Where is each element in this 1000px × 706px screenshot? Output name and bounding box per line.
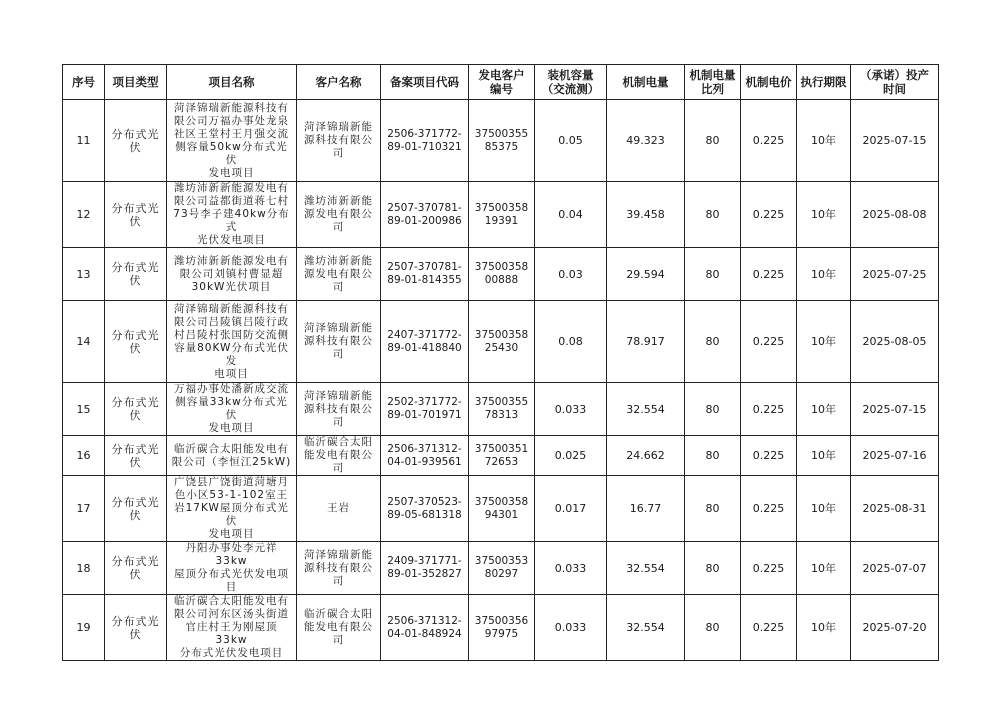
cell-gen-customer-no [469,476,535,542]
cell-mech-power: 32.554 [607,595,685,661]
cell-project-type [105,542,167,595]
cell-customer-line: 临沂碳合太阳 [304,436,373,448]
cell-mech-power: 49.323 [607,100,685,182]
header-commission-time-line1: （承诺）投产 [860,68,929,82]
cell-filing-code-line: 89-01-352827 [387,568,462,580]
cell-commission-time: 2025-07-25 [851,248,939,301]
cell-project-name-line: 丹阳办事处李元祥33kw [185,542,278,567]
cell-project-name [167,301,297,383]
cell-project-name-line: 临沂碳合太阳能发电有 [174,595,289,607]
cell-project-name-line: 岩17KW屋顶分布式光伏 [174,502,289,527]
cell-project-name-line: 菏泽锦瑞新能源科技有 [174,302,289,315]
cell-gen-customer-no-line: 72653 [484,455,519,468]
table-body [63,100,939,661]
cell-mech-ratio: 80 [685,436,741,476]
header-gen-customer-no-line1: 发电客户 [478,68,525,82]
cell-seq: 14 [63,301,105,383]
table-row [63,476,939,542]
cell-project-name-line: 限公司河东区汤头街道 [174,608,289,620]
cell-mech-price: 0.225 [741,100,797,182]
cell-commission-time: 2025-07-07 [851,542,939,595]
table-row [63,100,939,182]
cell-project-name-line: 光伏发电项目 [197,234,266,246]
cell-gen-customer-no-line: 00888 [484,274,519,286]
cell-capacity: 0.017 [535,476,607,542]
cell-project-name-line: 发电项目 [208,528,255,540]
cell-mech-price: 0.225 [741,476,797,542]
header-customer: 客户名称 [297,65,381,100]
cell-filing-code-line: 89-05-681318 [387,508,462,521]
cell-period: 10年 [797,301,851,383]
header-capacity [535,65,607,100]
cell-customer-line: 司 [332,280,345,293]
cell-seq: 13 [63,248,105,301]
table-row [63,182,939,248]
header-capacity-line2: （交流测） [541,82,600,96]
cell-filing-code [381,436,469,476]
cell-gen-customer-no [469,595,535,661]
cell-customer [297,542,381,595]
header-type: 项目类型 [105,65,167,100]
cell-filing-code-line: 04-01-939561 [387,455,462,468]
cell-filing-code-line: 89-01-701971 [387,409,462,421]
cell-gen-customer-no-line: 25430 [484,341,519,354]
cell-filing-code-line: 2507-370781- [387,261,462,273]
cell-customer-line: 源科技有限公司 [304,134,373,159]
cell-filing-code-line: 2507-370523- [387,495,462,508]
cell-customer-line: 菏泽锦瑞新能 [304,389,373,402]
cell-filing-code-line: 2502-371772- [387,396,462,408]
cell-mech-price: 0.225 [741,248,797,301]
cell-project-name-line: 临沂碳合太阳能发电有 [174,442,289,455]
cell-mech-ratio: 80 [685,476,741,542]
cell-filing-code [381,542,469,595]
cell-gen-customer-no-line: 97975 [484,627,519,640]
cell-filing-code [381,100,469,182]
cell-project-name-line: 限公司吕陵镇吕陵行政 [174,315,289,328]
cell-seq: 19 [63,595,105,661]
header-gen-customer-no [469,65,535,100]
header-seq: 序号 [63,65,105,100]
cell-project-type-line: 伏 [129,455,142,469]
cell-gen-customer-no-line: 80297 [484,568,519,580]
cell-customer-line: 源科技有限公 [304,402,373,415]
cell-gen-customer-no-line: 78313 [484,409,519,421]
table-row [63,248,939,301]
cell-project-type-line: 分布式光 [111,396,160,409]
cell-period: 10年 [797,182,851,248]
cell-gen-customer-no-line: 37500355 [474,127,529,140]
cell-project-name-line: 万福办事处潘新成交流 [174,383,289,395]
cell-filing-code-line: 04-01-848924 [387,627,462,640]
cell-gen-customer-no-line: 85375 [484,140,519,153]
cell-capacity: 0.033 [535,542,607,595]
cell-gen-customer-no-line: 37500353 [474,555,529,567]
table-row [63,383,939,436]
cell-customer-line: 源科技有限公司 [304,335,373,360]
cell-filing-code [381,476,469,542]
cell-capacity: 0.025 [535,436,607,476]
cell-project-name-line: 侧容量33kw分布式光伏 [175,396,288,421]
cell-mech-price: 0.225 [741,182,797,248]
cell-project-name-line: 潍坊沛新新能源发电有 [174,182,289,194]
cell-period: 10年 [797,383,851,436]
cell-gen-customer-no [469,301,535,383]
cell-project-name-line: 限公司益都街道蒋七村 [174,195,289,207]
cell-customer-line: 能发电有限公 [304,621,373,633]
cell-gen-customer-no [469,248,535,301]
cell-seq: 11 [63,100,105,182]
cell-project-type [105,248,167,301]
cell-customer-line: 源发电有限公 [304,208,373,220]
project-table [62,64,939,661]
cell-filing-code-line: 89-01-200986 [387,214,462,227]
header-name: 项目名称 [167,65,297,100]
cell-project-name [167,100,297,182]
cell-customer-line: 王岩 [327,502,350,514]
header-mech-price: 机制电价 [741,65,797,100]
cell-project-type-line: 伏 [129,140,142,154]
cell-mech-power: 29.594 [607,248,685,301]
cell-filing-code [381,301,469,383]
cell-project-type-line: 分布式光 [111,442,160,456]
cell-filing-code-line: 2409-371771- [387,555,462,567]
cell-gen-customer-no-line: 19391 [484,214,519,227]
cell-mech-power: 39.458 [607,182,685,248]
cell-project-type-line: 分布式光 [111,614,160,628]
cell-commission-time: 2025-07-15 [851,100,939,182]
table-header [63,65,939,100]
header-filing-code: 备案项目代码 [381,65,469,100]
cell-capacity: 0.03 [535,248,607,301]
cell-gen-customer-no-line: 37500358 [474,261,529,273]
cell-project-name-line: 分布式光伏发电项目 [179,647,284,659]
cell-project-type-line: 分布式光 [111,555,160,568]
cell-project-type-line: 伏 [129,508,142,522]
cell-gen-customer-no-line: 37500358 [474,201,529,214]
cell-seq: 17 [63,476,105,542]
cell-seq: 15 [63,383,105,436]
cell-mech-ratio: 80 [685,383,741,436]
table-row [63,436,939,476]
cell-gen-customer-no-line: 37500358 [474,495,529,508]
header-mech-ratio-line1: 机制电量 [689,68,736,82]
cell-mech-ratio: 80 [685,542,741,595]
cell-mech-power: 32.554 [607,383,685,436]
cell-project-name-line: 屋顶分布式光伏发电项目 [174,568,289,593]
cell-period: 10年 [797,542,851,595]
cell-project-type-line: 伏 [129,214,142,228]
cell-commission-time: 2025-07-20 [851,595,939,661]
cell-commission-time: 2025-08-31 [851,476,939,542]
header-capacity-line1: 装机容量 [547,68,594,82]
cell-customer [297,301,381,383]
header-gen-customer-no-line2: 编号 [490,82,513,96]
cell-mech-ratio: 80 [685,100,741,182]
cell-seq: 16 [63,436,105,476]
cell-customer-line: 菏泽锦瑞新能 [304,121,373,133]
header-period: 执行期限 [797,65,851,100]
cell-project-name-line: 官庄村王为刚屋顶33kw [185,621,278,646]
cell-gen-customer-no [469,383,535,436]
cell-project-type-line: 分布式光 [111,328,160,342]
cell-capacity: 0.05 [535,100,607,182]
header-mech-ratio [685,65,741,100]
cell-mech-power: 16.77 [607,476,685,542]
cell-project-name-line: 限公司刘镇村曹显超 [179,267,284,280]
cell-filing-code [381,383,469,436]
cell-customer-line: 菏泽锦瑞新能 [304,322,373,334]
cell-project-name-line: 色小区53-1-102室王 [174,489,289,501]
cell-project-name [167,248,297,301]
cell-project-name-line: 容量80KW分布式光伏发 [174,341,289,367]
cell-period: 10年 [797,100,851,182]
cell-customer [297,182,381,248]
cell-mech-power: 24.662 [607,436,685,476]
cell-filing-code-line: 89-01-710321 [387,140,462,153]
cell-project-type [105,301,167,383]
cell-project-type-line: 伏 [129,627,142,641]
cell-project-type [105,436,167,476]
cell-project-type-line: 分布式光 [111,495,160,509]
cell-project-name [167,383,297,436]
cell-project-name-line: 村吕陵村张国防交流侧 [174,328,289,341]
cell-gen-customer-no [469,542,535,595]
header-mech-ratio-line2: 比列 [701,82,724,96]
cell-project-type-line: 分布式光 [111,261,160,274]
cell-capacity: 0.033 [535,383,607,436]
cell-project-name-line: 73号李子建40kw分布式 [173,208,290,233]
cell-project-type-line: 伏 [129,341,142,355]
cell-capacity: 0.04 [535,182,607,248]
cell-project-type-line: 伏 [129,568,142,581]
cell-filing-code-line: 2506-371772- [387,127,462,140]
cell-commission-time: 2025-08-08 [851,182,939,248]
cell-period: 10年 [797,476,851,542]
cell-filing-code-line: 89-01-814355 [387,274,462,286]
cell-mech-ratio: 80 [685,248,741,301]
cell-project-type [105,595,167,661]
cell-mech-power: 78.917 [607,301,685,383]
cell-customer [297,595,381,661]
cell-filing-code-line: 89-01-418840 [387,341,462,354]
cell-filing-code-line: 2507-370781- [387,201,462,214]
cell-project-name [167,542,297,595]
cell-project-name-line: 限公司（李恒江25kW) [171,455,292,468]
cell-project-type [105,100,167,182]
cell-gen-customer-no-line: 37500351 [474,442,529,455]
header-row [63,65,939,100]
cell-capacity: 0.033 [535,595,607,661]
cell-project-name-line: 发电项目 [208,166,255,179]
cell-project-name-line: 社区王堂村王月强交流 [174,127,289,140]
cell-mech-ratio: 80 [685,595,741,661]
cell-project-type-line: 伏 [129,409,142,422]
cell-project-name-line: 广饶县广饶街道菏塘月 [174,476,289,488]
cell-project-name-line: 菏泽锦瑞新能源科技有 [174,101,289,114]
cell-project-name-line: 限公司万福办事处龙泉 [174,114,289,127]
cell-project-name-line: 侧容量50kw分布式光伏 [175,140,288,166]
cell-customer-line: 潍坊沛新新能 [304,254,373,267]
cell-mech-price: 0.225 [741,542,797,595]
cell-gen-customer-no [469,100,535,182]
cell-capacity: 0.08 [535,301,607,383]
cell-customer [297,383,381,436]
cell-filing-code [381,595,469,661]
cell-project-type-line: 分布式光 [111,127,160,141]
cell-commission-time: 2025-07-16 [851,436,939,476]
header-mech-power: 机制电量 [607,65,685,100]
cell-commission-time: 2025-07-15 [851,383,939,436]
table-row [63,301,939,383]
cell-mech-price: 0.225 [741,595,797,661]
cell-project-type [105,182,167,248]
cell-period: 10年 [797,595,851,661]
cell-seq: 18 [63,542,105,595]
cell-customer-line: 司 [332,634,345,646]
cell-filing-code-line: 2506-371312- [387,614,462,627]
cell-project-name [167,595,297,661]
cell-mech-power: 32.554 [607,542,685,595]
cell-mech-ratio: 80 [685,301,741,383]
cell-gen-customer-no-line: 37500358 [474,328,529,341]
cell-customer [297,100,381,182]
cell-customer-line: 源科技有限公司 [304,561,373,587]
cell-filing-code [381,248,469,301]
cell-project-type [105,476,167,542]
cell-project-name [167,476,297,542]
cell-project-name [167,182,297,248]
cell-project-name-line: 发电项目 [208,422,255,434]
cell-gen-customer-no-line: 94301 [484,508,519,521]
cell-customer [297,476,381,542]
cell-filing-code [381,182,469,248]
cell-customer-line: 能发电有限公 [304,449,373,461]
cell-mech-price: 0.225 [741,383,797,436]
cell-seq: 12 [63,182,105,248]
cell-filing-code-line: 2407-371772- [387,328,462,341]
cell-filing-code-line: 2506-371312- [387,442,462,455]
cell-customer-line: 司 [332,415,345,428]
cell-customer-line: 潍坊沛新新能 [304,195,373,207]
cell-project-type [105,383,167,436]
cell-gen-customer-no [469,436,535,476]
cell-mech-price: 0.225 [741,301,797,383]
cell-period: 10年 [797,436,851,476]
cell-commission-time: 2025-08-05 [851,301,939,383]
header-commission-time [851,65,939,100]
cell-gen-customer-no-line: 37500356 [474,614,529,627]
cell-customer-line: 源发电有限公 [304,267,373,280]
cell-customer-line: 司 [332,221,345,233]
cell-gen-customer-no-line: 37500355 [474,396,529,408]
cell-project-type-line: 伏 [129,274,142,287]
table-row [63,595,939,661]
cell-gen-customer-no [469,182,535,248]
table-row [63,542,939,595]
cell-project-type-line: 分布式光 [111,201,160,215]
cell-mech-price: 0.225 [741,436,797,476]
cell-customer [297,436,381,476]
cell-mech-ratio: 80 [685,182,741,248]
header-commission-time-line2: 时间 [883,82,906,96]
cell-period: 10年 [797,248,851,301]
cell-project-name-line: 潍坊沛新新能源发电有 [174,254,289,267]
cell-customer-line: 菏泽锦瑞新能 [304,548,373,561]
cell-customer-line: 司 [332,462,345,474]
cell-customer [297,248,381,301]
cell-project-name [167,436,297,476]
cell-project-name-line: 电项目 [214,367,249,380]
cell-customer-line: 临沂碳合太阳 [304,608,373,620]
cell-project-name-line: 30kW光伏项目 [191,280,272,293]
